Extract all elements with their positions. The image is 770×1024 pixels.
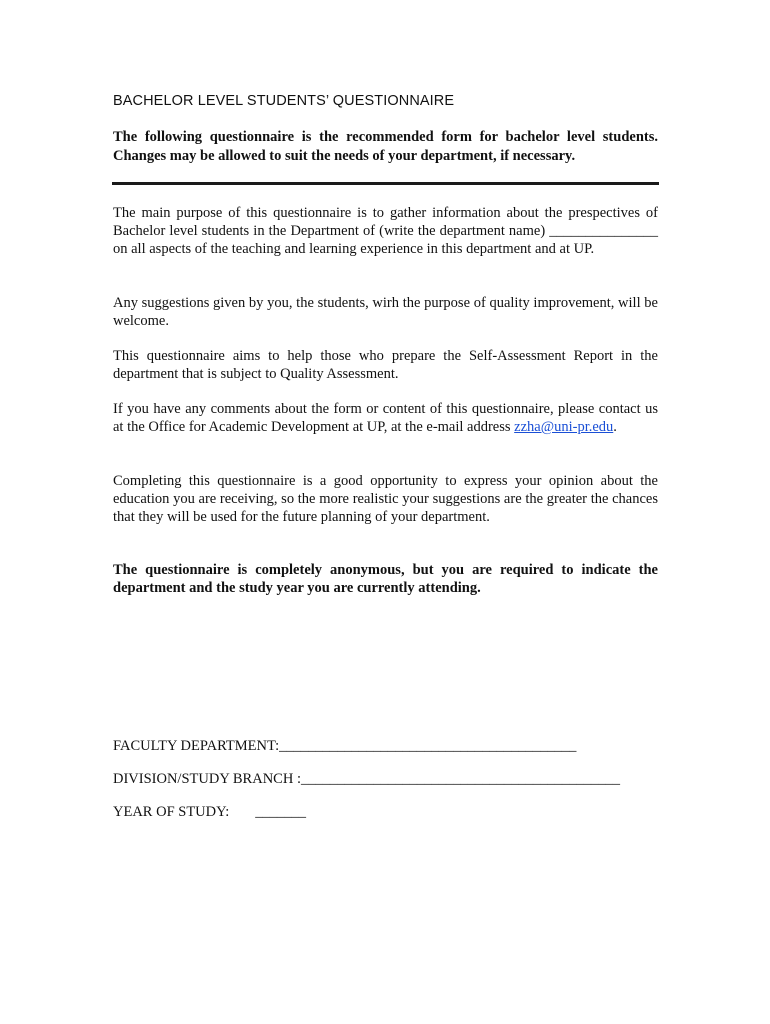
faculty-department-field — [113, 738, 576, 755]
purpose-text-start: The main purpose of this questionnaire is to gather information about the prespectives of Bachelor level students in the Department of (write the department name) — [113, 205, 658, 239]
contact-paragraph — [113, 400, 658, 436]
purpose-text-end: on all aspects of the teaching and learning experience in this department and at UP. — [113, 241, 595, 257]
division-study-branch-field — [113, 771, 620, 788]
email-link[interactable]: zzha@uni-pr.edu — [514, 419, 614, 435]
suggestions-paragraph: Any suggestions given by you, the students, wirh the purpose of quality improvement, will be welcome. — [113, 295, 658, 329]
division-study-branch-blank[interactable]: ____________________________________________ — [300, 771, 620, 787]
year-of-study-blank[interactable]: _______ — [255, 804, 307, 820]
contact-text-end: . — [613, 419, 617, 435]
intro-note: The following questionnaire is the recommended form for bachelor level students. Changes may be allowed to suit the needs of your department, if necessary. — [113, 129, 658, 164]
division-study-branch-label: DIVISION/STUDY BRANCH : — [113, 771, 301, 787]
faculty-department-blank[interactable]: _________________________________________ — [279, 738, 577, 754]
opportunity-paragraph: Completing this questionnaire is a good opportunity to express your opinion about the education you are receiving, so the more realistic your suggestions are the greater the chances that they will be used for the future planning of your department. — [113, 473, 658, 525]
faculty-department-label: FACULTY DEPARTMENT: — [113, 738, 280, 754]
document-title: BACHELOR LEVEL STUDENTS’ QUESTIONNAIRE — [113, 93, 455, 109]
horizontal-divider — [112, 182, 659, 185]
self-assessment-paragraph: This questionnaire aims to help those who prepare the Self-Assessment Report in the department that is subject to Quality Assessment. — [113, 348, 658, 382]
year-of-study-field — [113, 804, 306, 821]
contact-text: If you have any comments about the form or content of this questionnaire, please contact us at the Office for Academic Development at UP, at the e-mail address — [113, 401, 658, 435]
year-of-study-label: YEAR OF STUDY: — [113, 804, 230, 820]
anonymity-notice: The questionnaire is completely anonymous, but you are required to indicate the department and the study year you are currently attending. — [113, 562, 658, 596]
department-name-blank[interactable]: _______________ — [549, 223, 658, 239]
purpose-paragraph — [113, 204, 658, 258]
